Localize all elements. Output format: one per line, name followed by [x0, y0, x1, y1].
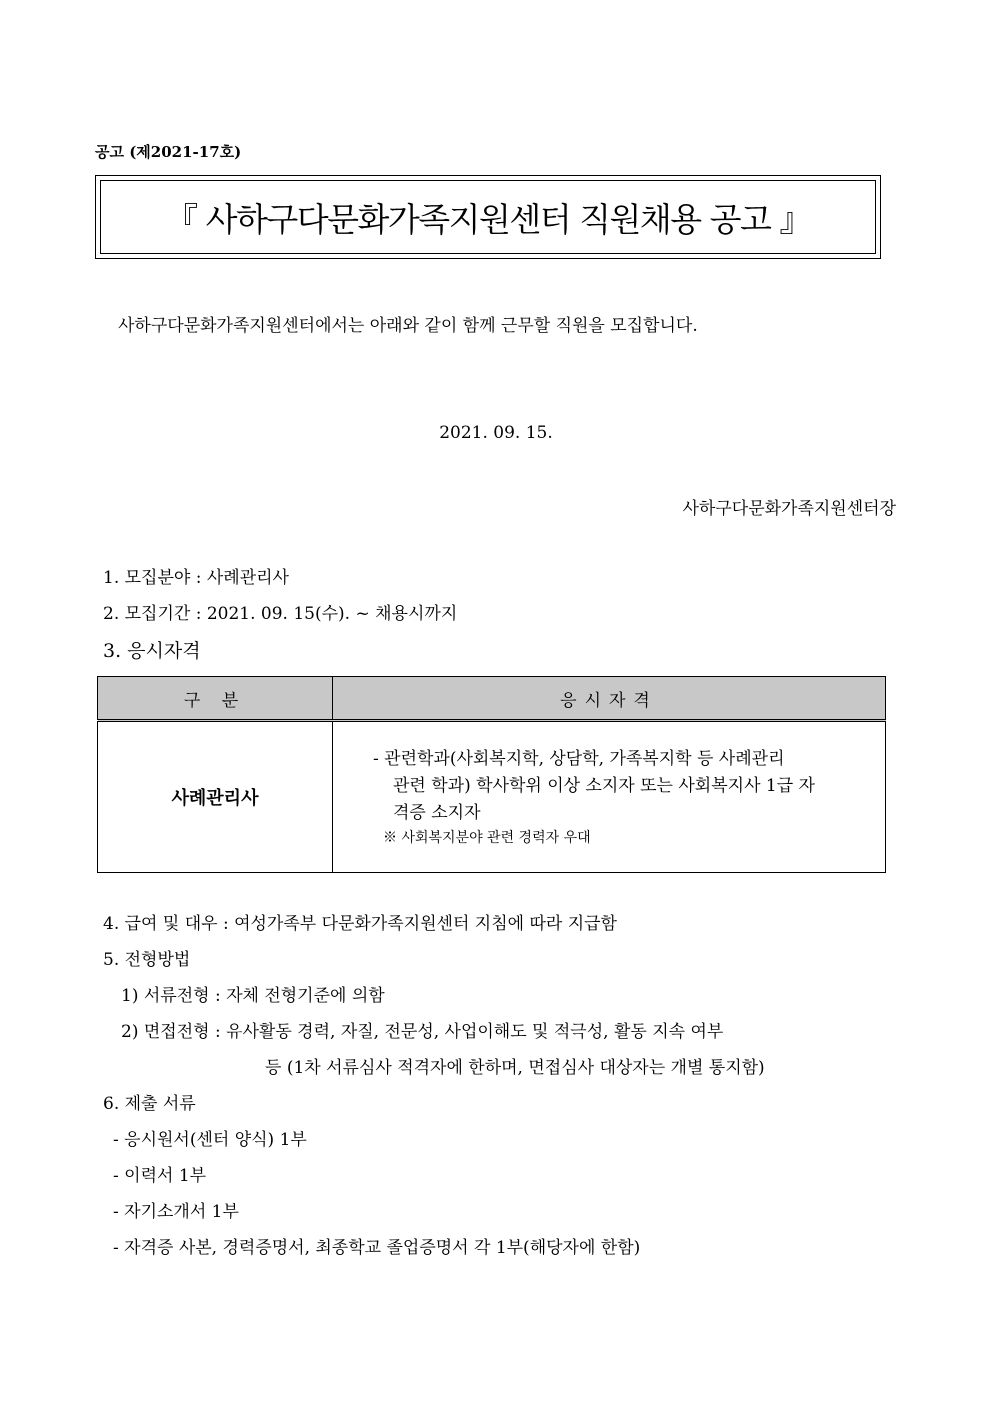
title-box — [95, 175, 881, 259]
qualification-line-1: - 관련학과(사회복지학, 상담학, 가족복지학 등 사례관리 — [373, 748, 785, 769]
qualification-cell — [333, 721, 886, 873]
salary: 4. 급여 및 대우 : 여성가족부 다문화가족지원센터 지침에 따라 지급함 — [103, 914, 617, 934]
document-item-3: - 자기소개서 1부 — [113, 1202, 239, 1222]
announcement-date: 2021. 09. 15. — [439, 423, 553, 443]
header-qualification: 응시자격 — [333, 677, 886, 721]
documents-heading: 6. 제출 서류 — [103, 1094, 196, 1114]
qualification-line-3: 격증 소지자 — [393, 802, 481, 823]
qualification-heading: 3. 응시자격 — [103, 640, 201, 662]
signer: 사하구다문화가족지원센터장 — [682, 499, 896, 519]
qualification-line-2: 관련 학과) 학사학위 이상 소지자 또는 사회복지사 1급 자 — [393, 775, 815, 796]
intro-text: 사하구다문화가족지원센터에서는 아래와 같이 함께 근무할 직원을 모집합니다. — [118, 316, 698, 336]
header-category: 구 분 — [98, 677, 333, 721]
document-item-4: - 자격증 사본, 경력증명서, 최종학교 졸업증명서 각 1부(해당자에 한함) — [113, 1238, 641, 1258]
title-inner-frame — [100, 180, 876, 254]
selection-document: 1) 서류전형 : 자체 전형기준에 의함 — [121, 986, 385, 1006]
qualification-note: ※ 사회복지분야 관련 경력자 우대 — [383, 829, 591, 846]
document-item-2: - 이력서 1부 — [113, 1166, 207, 1186]
selection-interview-line-2: 등 (1차 서류심사 적격자에 한하며, 면접심사 대상자는 개별 통지함) — [265, 1058, 765, 1078]
selection-interview-line-1: 2) 면접전형 : 유사활동 경력, 자질, 전문성, 사업이해도 및 적극성, 활동 지속 여부 — [121, 1022, 724, 1042]
role-cell: 사례관리사 — [98, 721, 333, 873]
qualification-table — [97, 676, 886, 873]
selection-heading: 5. 전형방법 — [103, 950, 191, 970]
recruit-period: 2. 모집기간 : 2021. 09. 15(수). ~ 채용시까지 — [103, 604, 458, 624]
notice-number: 공고 (제2021-17호) — [95, 143, 242, 161]
table-row — [98, 721, 886, 873]
table-header-row — [98, 677, 886, 721]
recruit-field: 1. 모집분야 : 사례관리사 — [103, 568, 289, 588]
document-title: 『 사하구다문화가족지원센터 직원채용 공고 』 — [165, 199, 811, 239]
document-item-1: - 응시원서(센터 양식) 1부 — [113, 1130, 307, 1150]
